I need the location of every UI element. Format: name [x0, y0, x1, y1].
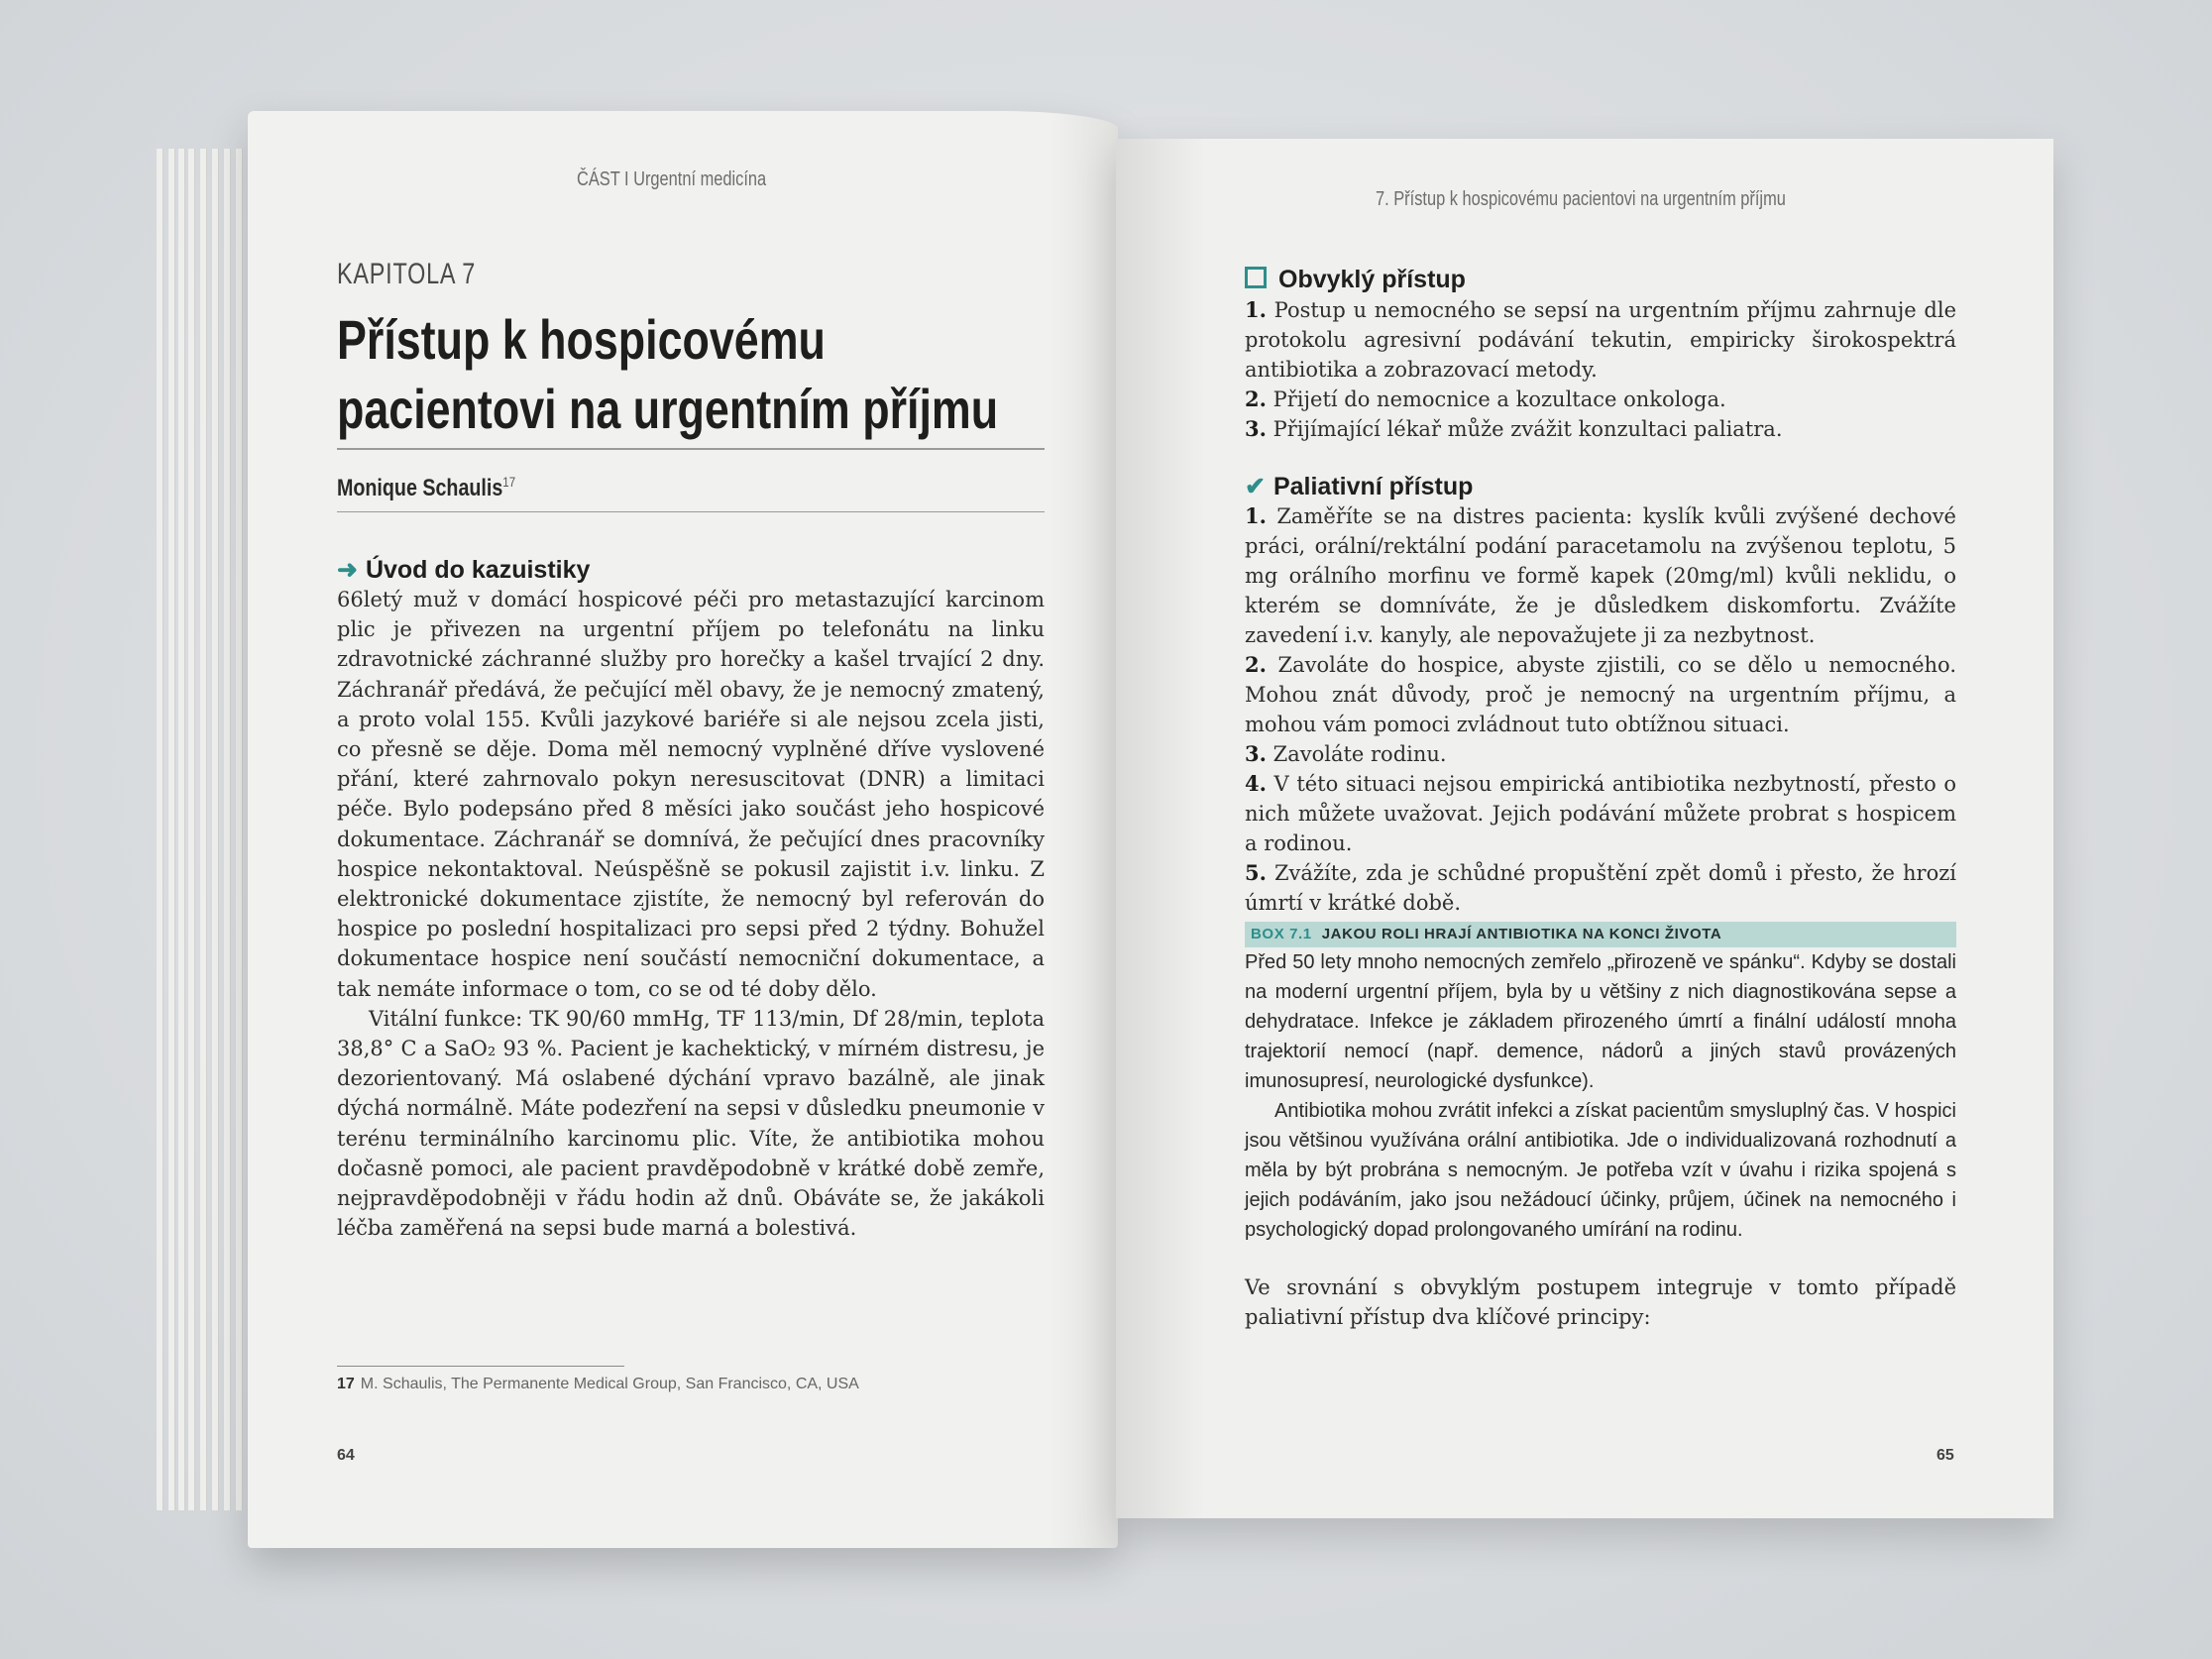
page-number-left: 64 — [337, 1447, 355, 1464]
running-head-left: ČÁST I Urgentní medicína — [577, 168, 767, 190]
footnote-rule — [337, 1366, 624, 1367]
section-heading-intro — [337, 555, 590, 585]
right-page — [1116, 139, 2053, 1518]
checkmark-icon: ✔ — [1245, 473, 1266, 500]
list-item-number: 3. — [1245, 416, 1267, 441]
box-paragraph-1: Před 50 lety mnoho nemocných zemřelo „přirozeně ve spánku“. Kdyby se dostali na moderní urgentní příjem, byla by u většiny z nich diagnostikována sepse a dehydratace. Infekce je základem přirozeného úmrtí a finální událostí mnoha trajektorií nemocí (např. demence, nádorů a jiných stavů provázených imunosupresí, neurologické dysfunkce). — [1245, 951, 1956, 1092]
author-name: Monique Schaulis — [337, 475, 503, 501]
list-item-number: 1. — [1245, 503, 1267, 528]
list-item — [1245, 739, 1956, 769]
list-item-number: 1. — [1245, 297, 1267, 322]
footnote — [337, 1376, 859, 1393]
section-heading-intro-text: Úvod do kazuistiky — [365, 556, 591, 584]
list-item-text: V této situaci nejsou empirická antibiotika nezbytností, přesto o nich můžete uvažovat. Jejich podávání můžete probrat s hospicem a rodinou. — [1245, 772, 1956, 855]
palliative-approach-list — [1245, 501, 1956, 918]
list-item-number: 2. — [1245, 387, 1267, 411]
arrow-right-icon: ➜ — [337, 556, 358, 584]
list-item-number: 2. — [1245, 652, 1267, 677]
page-stack-edges — [157, 149, 252, 1510]
left-page — [248, 111, 1118, 1548]
usual-approach-list — [1245, 295, 1956, 444]
list-item-number: 3. — [1245, 741, 1267, 766]
list-item — [1245, 501, 1956, 650]
closing-paragraph: Ve srovnání s obvyklým postupem integruje v tomto případě paliativní přístup dva klíčové principy: — [1245, 1275, 1956, 1330]
case-paragraph-1: 66letý muž v domácí hospicové péči pro metastazující karcinom plic je přivezen na urgentní příjem po telefonátu na linku zdravotnické záchranné služby pro horečky a kašel trvající 2 dny. Záchranář předává, že pečující měl obavy, že je nemocný zmatený, a proto volal 155. Kvůli jazykové bariéře si ale nejsou zcela jisti, co přesně se děje. Doma měl nemocný vyplněné dříve vyslovené přání, které zahrnovalo pokyn neresuscitovat (DNR) a limitaci péče. Bylo podepsáno před 8 měsíci jako součást jeho hospicové dokumentace. Záchranář se domnívá, že pečující dnes pracovníky hospice nekontaktoval. Neúspěšně se pokusil zajistit i.v. linku. Z elektronické dokumentace zjistíte, že nemocný byl referován do hospice po poslední hospitalizaci pro sepsi před 2 týdny. Bohužel dokumentace hospice není součástí nemocniční dokumentace, a tak nemáte informace o tom, co se od té doby dělo. — [337, 588, 1045, 1001]
list-item — [1245, 385, 1956, 414]
footnote-text: M. Schaulis, The Permanente Medical Group, San Francisco, CA, USA — [360, 1376, 859, 1392]
box-paragraph-2: Antibiotika mohou zvrátit infekci a získat pacientům smysluplný čas. V hospici jsou většinou využívána orální antibiotika. Jde o individualizovaná rozhodnutí a měla by být probrána s nemocným. Je potřeba vzít v úvahu i rizika spojená s jejich podáváním, jako jsou nežádoucí účinky, průjem, účinek na nemocného i psychologický dopad prolongovaného umírání na rodinu. — [1245, 1100, 1956, 1241]
author-rule — [337, 511, 1045, 512]
list-item — [1245, 769, 1956, 858]
section-heading-usual-text: Obvyklý přístup — [1278, 266, 1466, 293]
list-item-text: Zavoláte rodinu. — [1272, 742, 1447, 766]
box-text — [1245, 947, 1956, 1245]
title-rule — [337, 448, 1045, 450]
list-item — [1245, 650, 1956, 739]
box-heading — [1245, 922, 1956, 947]
list-item-number: 5. — [1245, 860, 1267, 885]
list-item-text: Zvážíte, zda je schůdné propuštění zpět domů i přesto, že hrozí úmrtí v krátké době. — [1245, 861, 1956, 915]
list-item-text: Přijetí do nemocnice a kozultace onkologa. — [1272, 387, 1726, 411]
closing-text — [1245, 1272, 1956, 1332]
author-footnote-ref: 17 — [502, 474, 516, 490]
running-head-right: 7. Přístup k hospicovému pacientovi na urgentním příjmu — [1376, 188, 1786, 210]
section-heading-palliative — [1245, 472, 1473, 501]
list-item — [1245, 858, 1956, 918]
list-item — [1245, 414, 1956, 444]
box-title: JAKOU ROLI HRAJÍ ANTIBIOTIKA NA KONCI ŽIVOTA — [1321, 926, 1722, 942]
chapter-label: KAPITOLA 7 — [337, 258, 477, 290]
section-heading-palliative-text: Paliativní přístup — [1272, 473, 1474, 500]
box-number: BOX 7.1 — [1251, 926, 1312, 942]
list-item-text: Přijímající lékař může zvážit konzultaci paliatra. — [1272, 417, 1783, 441]
list-item — [1245, 295, 1956, 385]
list-item-text: Zaměříte se na distres pacienta: kyslík kvůli zvýšené dechové práci, orální/rektální podání paracetamolu na zvýšenou teplotu, 5 mg orálního morfinu ve formě kapek (20mg/ml) kvůli neklidu, o kterém se domníváte, že je důsledkem diskomfortu. Zvážíte zavedení i.v. kanyly, ale nepovažujete ji za nezbytnost. — [1245, 504, 1956, 647]
page-number-right: 65 — [1936, 1447, 1954, 1464]
chapter-title: Přístup k hospicovému pacientovi na urgentním příjmu — [337, 308, 999, 440]
case-paragraph-2: Vitální funkce: TK 90/60 mmHg, TF 113/min, Df 28/min, teplota 38,8° C a SaO₂ 93 %. Pacient je kachektický, v mírném distresu, je dezorientovaný. Má oslabené dýchání vpravo bazálně, ale jinak dýchá normálně. Máte podezření na sepsi v důsledku pneumonie v terénu terminálního karcinomu plic. Víte, že antibiotika mohou dočasně pomoci, ale pacient pravděpodobně v krátké době zemře, nejpravděpodobněji v řádu hodin až dnů. Obáváte se, že jakákoli léčba zaměřená na sepsi bude marná a bolestivá. — [337, 1006, 1045, 1241]
checkbox-empty-icon — [1245, 267, 1267, 288]
author — [337, 474, 515, 502]
list-item-number: 4. — [1245, 771, 1267, 796]
section-heading-usual — [1245, 266, 1466, 294]
footnote-number: 17 — [337, 1376, 355, 1392]
list-item-text: Zavoláte do hospice, abyste zjistili, co se dělo u nemocného. Mohou znát důvody, proč je nemocný na urgentním příjmu, a mohou vám pomoci zvládnout tuto obtížnou situaci. — [1245, 653, 1956, 736]
list-item-text: Postup u nemocného se sepsí na urgentním příjmu zahrnuje dle protokolu agresivní podávání tekutin, empiricky širokospektrá antibiotika a zobrazovací metody. — [1245, 298, 1956, 382]
case-text — [337, 585, 1045, 1243]
